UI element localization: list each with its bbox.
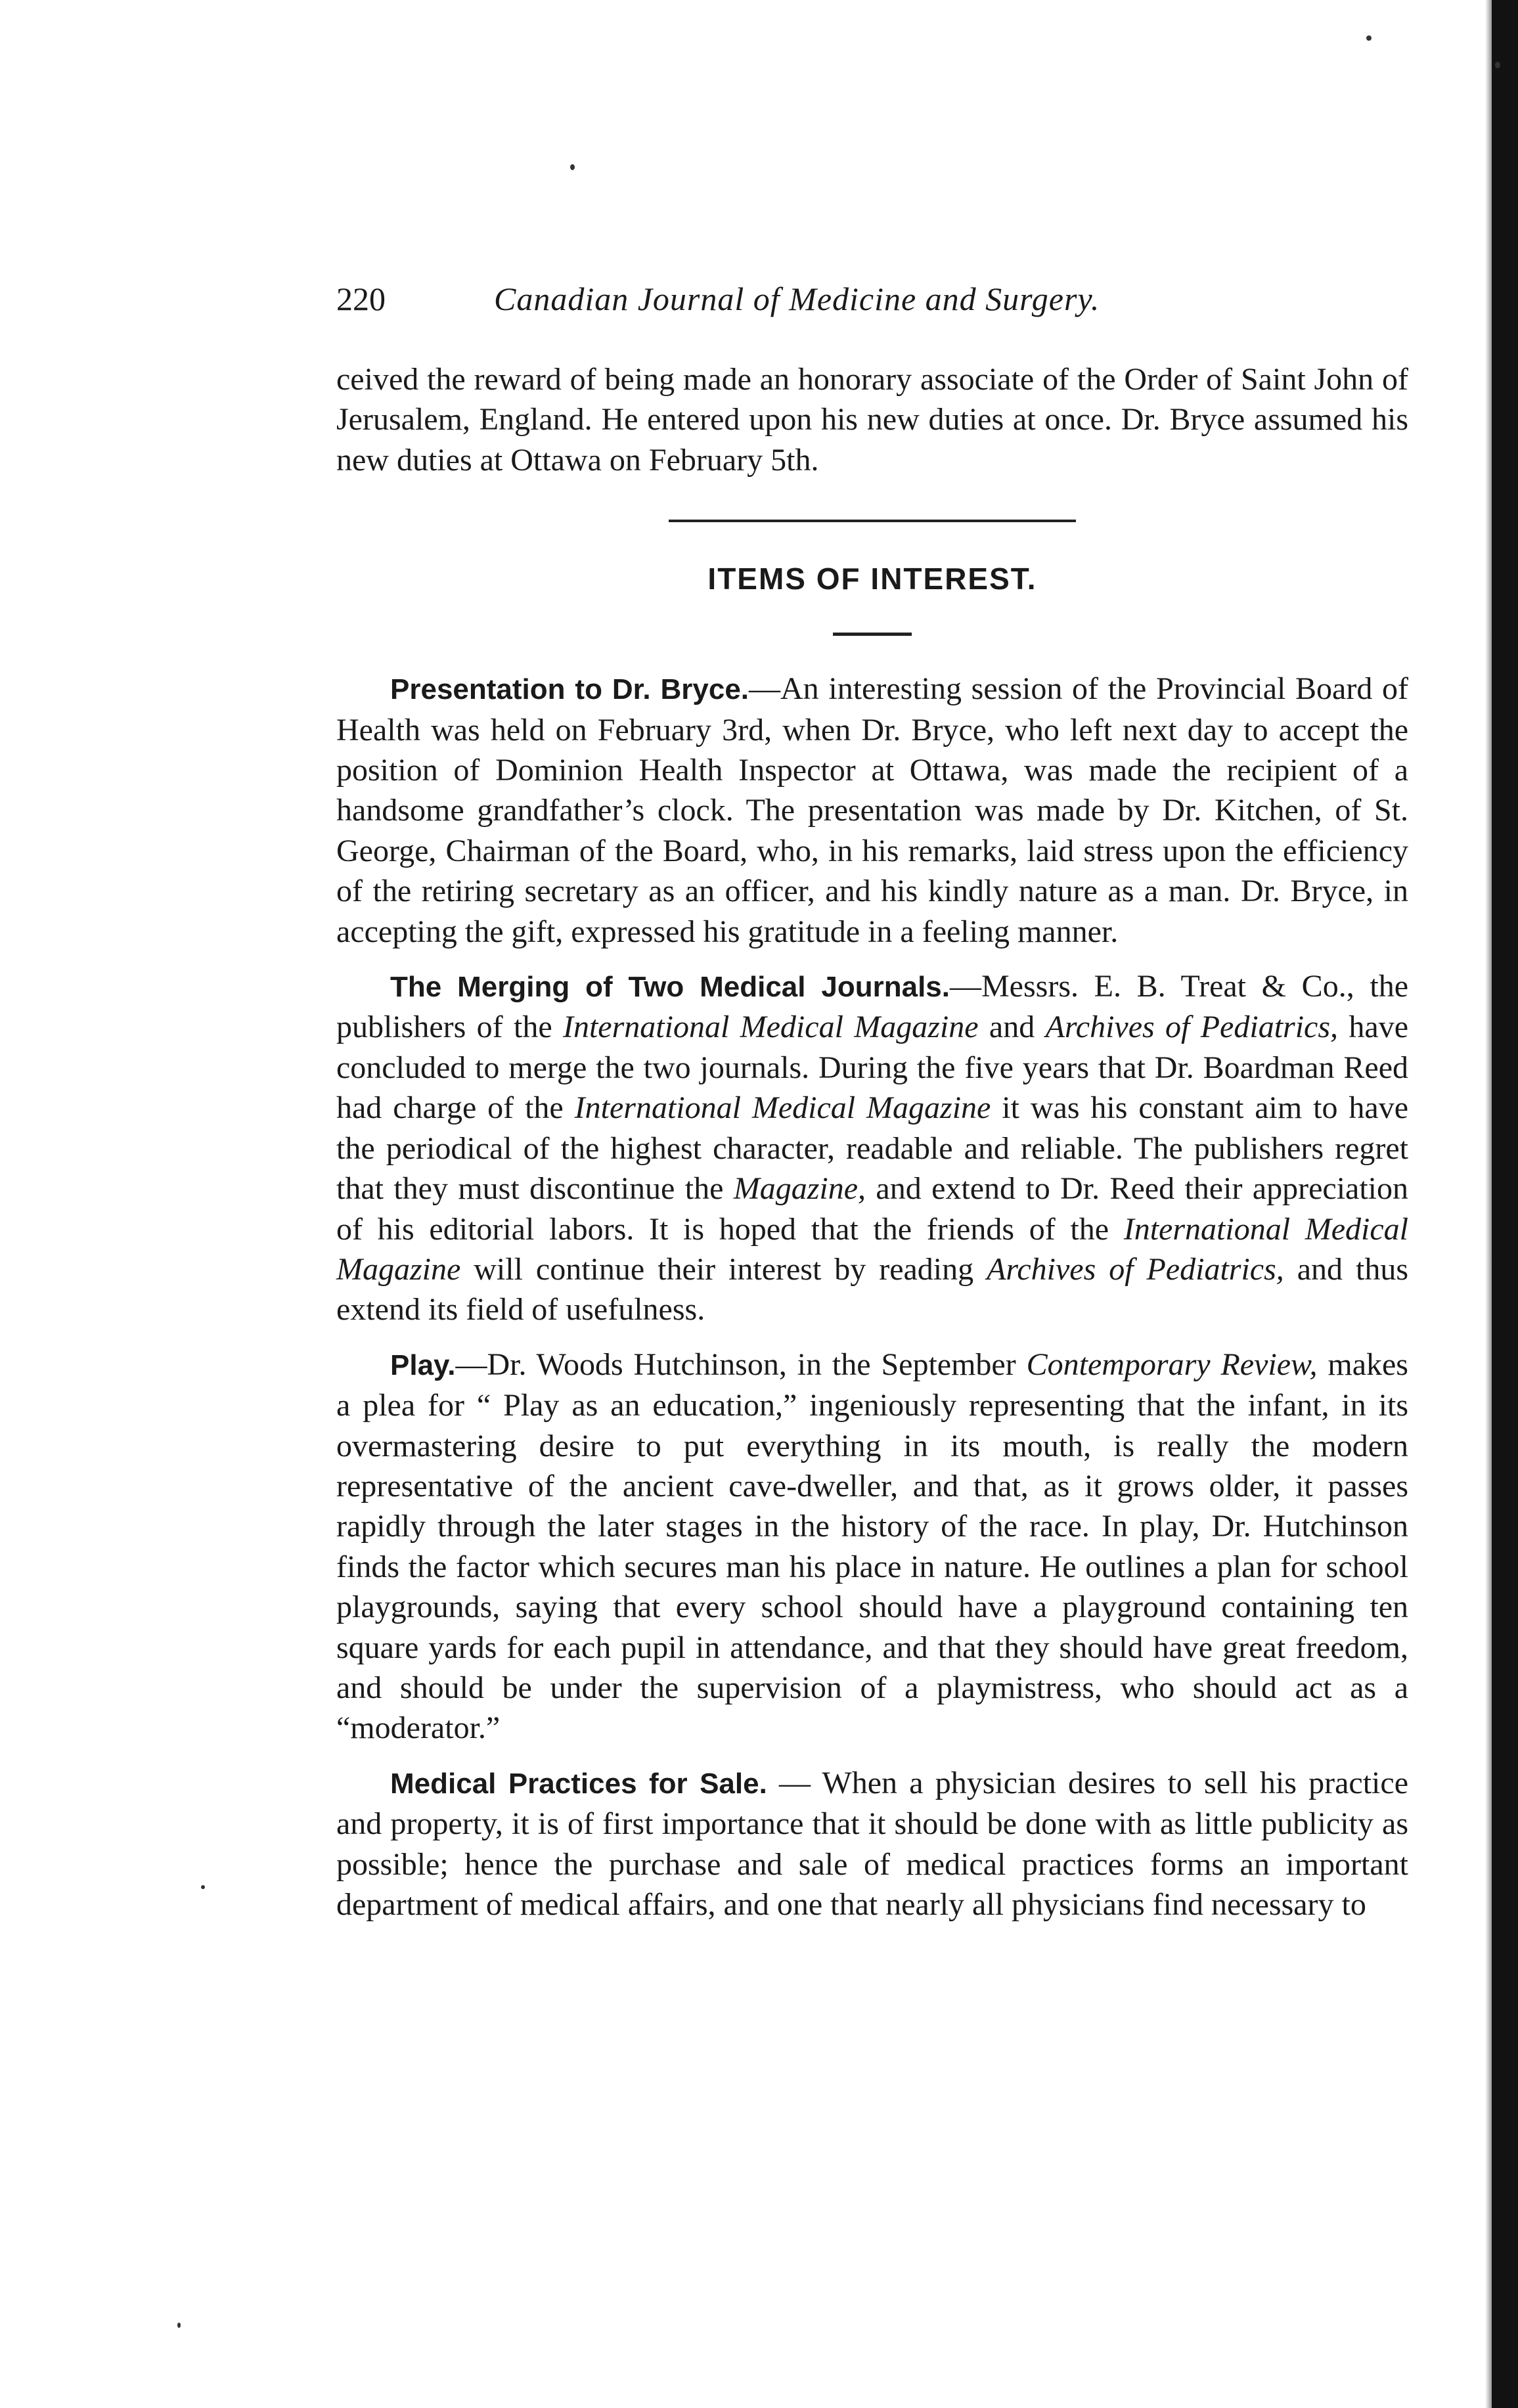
- body-text: and extend to Dr. Reed their appreciation of his editorial labors. It is hoped that the friends of the: [336, 1171, 1409, 1247]
- item-paragraph: [336, 669, 1408, 952]
- item-title: Play.: [390, 1349, 456, 1381]
- body-text: — When a physician desires to sell his practice and property, it is of first importance that it should be done with as little publicity as possible; hence the purchase and sale of medical practices forms an important department of medical affairs, and one that nearly all physicians find necessary to: [336, 1765, 1408, 1922]
- body-text: —Messrs. E. B. Treat & Co., the publishers of the: [336, 969, 1408, 1045]
- body-text: —An interesting session of the Provincial Board of Health was held on February 3rd, when Dr. Bryce, who left next day to accept the position of Dominion Health Inspector at Ottawa, was made the recipient of a handsome grandfather’s clock. The presentation was made by Dr. Kitchen, of St. George, Chairman of the Board, who, in his remarks, laid stress upon the efficiency of the retiring secretary as an officer, and his kindly nature as a man. Dr. Bryce, in accepting the gift, expressed his gratitude in a feeling manner.: [336, 671, 1408, 949]
- italic-text: Magazine,: [733, 1171, 866, 1207]
- intro-paragraph: ceived the reward of being made an honorary associate of the Order of Saint John of Jerusalem, England. He entered upon his new duties at once. Dr. Bryce assumed his new duties at Ottawa on February 5th.: [336, 362, 1408, 478]
- section-heading: ITEMS OF INTEREST.: [707, 562, 1037, 596]
- item-title: The Merging of Two Medical Journals.: [390, 971, 950, 1004]
- page-content: [336, 279, 1408, 1925]
- italic-text: Contemporary Review,: [1026, 1347, 1318, 1382]
- body-text: —Dr. Woods Hutchinson, in the September: [455, 1347, 1027, 1382]
- item-title: Medical Practices for Sale.: [390, 1767, 767, 1800]
- body-text: and thus extend its field of usefulness.: [336, 1251, 1409, 1327]
- page-number: 220: [336, 280, 386, 317]
- body-text: and: [978, 1010, 1046, 1045]
- italic-text: International Medical Magazine: [574, 1090, 991, 1126]
- item-title: Presentation to Dr. Bryce.: [390, 673, 749, 706]
- items-list: [336, 669, 1408, 1925]
- item-paragraph: [336, 1345, 1408, 1749]
- section-divider: [669, 520, 1076, 522]
- body-text: it was his constant aim to have the periodical of the highest character, readable and reliable. The publishers regret that they must discontinue the: [336, 1090, 1408, 1207]
- heading-rule: [833, 633, 912, 636]
- body-text: makes a plea for “ Play as an education,” ingeniously representing that the infant, in its overmastering desire to put everything in its mouth, is really the modern representative of the ancient cave-dweller, and that, as it grows older, it passes rapidly through the later stages in the history of the race. In play, Dr. Hutchinson finds the factor which secures man his place in nature. He outlines a plan for school playgrounds, saying that every school should have a playground containing ten square yards for each pupil in attendance, and that they should have great freedom, and should be under the supervision of a playmistress, who should act as a “moderator.”: [336, 1347, 1408, 1746]
- scan-speck: [177, 2323, 181, 2328]
- scan-speck: [1495, 62, 1500, 68]
- italic-text: International Medical Magazine: [562, 1010, 979, 1045]
- page-edge-shadow: [1485, 0, 1492, 2408]
- journal-title: Canadian Journal of Medicine and Surgery.: [494, 280, 1100, 317]
- italic-text: Archives of Pediatrics,: [987, 1251, 1284, 1287]
- item-paragraph: [336, 966, 1408, 1330]
- running-head: [336, 279, 1408, 319]
- body-text: have concluded to merge the two journals. During the five years that Dr. Boardman Reed had charge of the: [336, 1010, 1409, 1126]
- scan-speck: [201, 1885, 205, 1889]
- scan-speck: [1366, 35, 1372, 41]
- italic-text: Archives of Pediatrics,: [1045, 1010, 1339, 1045]
- scan-speck: [570, 164, 575, 170]
- italic-text: International Medical Magazine: [336, 1211, 1409, 1287]
- body-text: will continue their interest by reading: [460, 1251, 987, 1287]
- item-paragraph: [336, 1763, 1408, 1925]
